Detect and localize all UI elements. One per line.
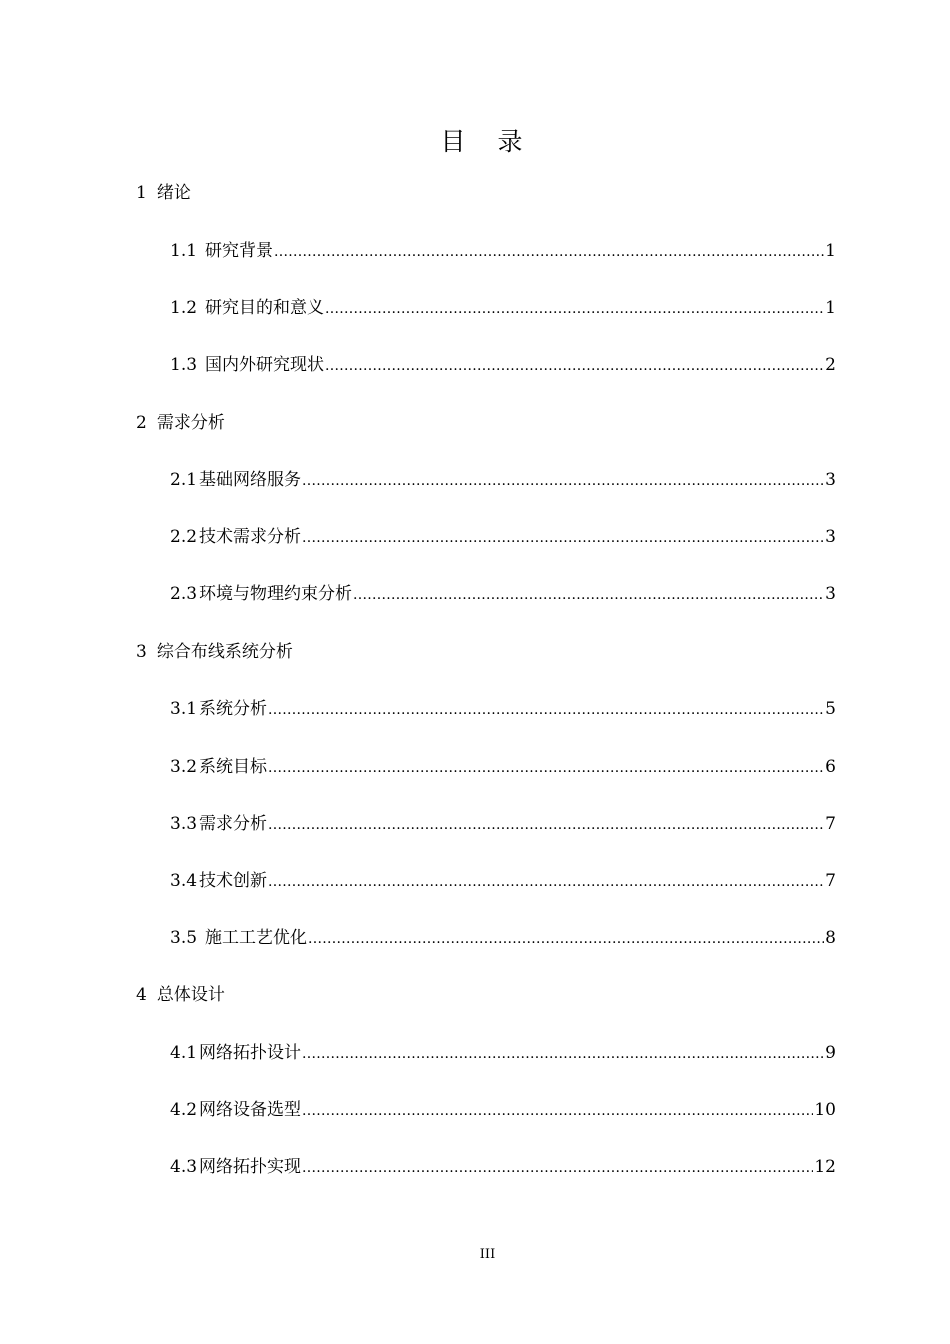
toc-dot-leader [353, 583, 824, 607]
page-footer-number: III [479, 1247, 496, 1262]
toc-section-number: 3.2 [170, 757, 198, 777]
toc-page-number: 6 [825, 757, 836, 777]
toc-section-number: 2.1 [170, 470, 198, 490]
toc-section-number: 4.1 [170, 1043, 198, 1063]
toc-page-number: 2 [825, 355, 836, 375]
toc-section-number: 4.3 [170, 1157, 198, 1177]
toc-section-1-3[interactable] [170, 353, 836, 378]
toc-section-2-3[interactable] [170, 582, 836, 607]
toc-dot-leader [308, 927, 824, 951]
toc-page-number: 1 [825, 241, 836, 261]
toc-section-label: 网络拓扑设计 [199, 1043, 302, 1063]
toc-section-label: 系统分析 [199, 699, 268, 719]
toc-section-3-4[interactable] [170, 869, 836, 894]
toc-section-label: 国内外研究现状 [205, 355, 325, 375]
toc-section-1-2[interactable] [170, 296, 836, 321]
toc-section-3-3[interactable] [170, 812, 836, 837]
toc-section-2-1[interactable] [170, 468, 836, 493]
toc-section-label: 网络设备选型 [199, 1100, 302, 1120]
toc-section-label: 研究背景 [205, 241, 274, 261]
toc-section-3-1[interactable] [170, 697, 836, 722]
toc-dot-leader [302, 1042, 824, 1066]
toc-dot-leader [302, 469, 824, 493]
toc-section-label: 网络拓扑实现 [199, 1157, 302, 1177]
toc-page-number: 12 [814, 1157, 836, 1177]
toc-section-number: 3.1 [170, 699, 198, 719]
toc-section-label: 环境与物理约束分析 [199, 584, 353, 604]
toc-dot-leader [268, 813, 824, 837]
toc-chapter-number: 2 [136, 413, 147, 433]
toc-section-label: 施工工艺优化 [205, 928, 308, 948]
toc-section-4-2[interactable] [170, 1098, 836, 1123]
toc-chapter-label: 总体设计 [156, 985, 225, 1005]
toc-page-number: 7 [825, 814, 836, 834]
toc-page-number: 3 [825, 584, 836, 604]
toc-chapter-4[interactable] [136, 983, 836, 1007]
toc-section-number: 1.2 [170, 298, 198, 318]
toc-section-number: 1.1 [170, 241, 198, 261]
toc-section-label: 技术需求分析 [199, 527, 302, 547]
toc-section-label: 需求分析 [199, 814, 268, 834]
toc-section-number: 3.3 [170, 814, 198, 834]
toc-chapter-3[interactable] [136, 640, 836, 664]
toc-page-number: 3 [825, 470, 836, 490]
toc-section-2-2[interactable] [170, 525, 836, 550]
toc-dot-leader [302, 1099, 813, 1123]
toc-chapter-label: 绪论 [156, 183, 191, 203]
toc-chapter-number: 3 [136, 642, 147, 662]
toc-section-number: 1.3 [170, 355, 198, 375]
toc-dot-leader [325, 297, 824, 321]
toc-section-4-1[interactable] [170, 1041, 836, 1066]
toc-chapter-label: 综合布线系统分析 [156, 642, 293, 662]
toc-dot-leader [302, 526, 824, 550]
toc-section-number: 3.4 [170, 871, 198, 891]
toc-chapter-1[interactable] [136, 181, 836, 205]
toc-chapter-number: 1 [136, 183, 147, 203]
toc-dot-leader [325, 354, 824, 378]
toc-page-number: 8 [825, 928, 836, 948]
toc-dot-leader [274, 240, 824, 264]
toc-dot-leader [302, 1156, 813, 1180]
toc-section-number: 2.3 [170, 584, 198, 604]
toc-section-number: 4.2 [170, 1100, 198, 1120]
toc-section-label: 研究目的和意义 [205, 298, 325, 318]
toc-chapter-label: 需求分析 [156, 413, 225, 433]
toc-page-number: 10 [814, 1100, 836, 1120]
toc-section-1-1[interactable] [170, 239, 836, 264]
toc-section-label: 技术创新 [199, 871, 268, 891]
toc-chapter-number: 4 [136, 985, 147, 1005]
toc-page-number: 3 [825, 527, 836, 547]
toc-section-number: 2.2 [170, 527, 198, 547]
toc-page-number: 5 [825, 699, 836, 719]
toc-section-number: 3.5 [170, 928, 198, 948]
toc-page-number: 1 [825, 298, 836, 318]
toc-dot-leader [268, 698, 824, 722]
toc-section-label: 基础网络服务 [199, 470, 302, 490]
toc-page-number: 7 [825, 871, 836, 891]
toc-page-number: 9 [825, 1043, 836, 1063]
toc-section-4-3[interactable] [170, 1155, 836, 1180]
toc-chapter-2[interactable] [136, 411, 836, 435]
toc-dot-leader [268, 756, 824, 780]
toc-section-label: 系统目标 [199, 757, 268, 777]
page-title: 目 录 [440, 127, 535, 156]
toc-section-3-5[interactable] [170, 926, 836, 951]
toc-dot-leader [268, 870, 824, 894]
toc-section-3-2[interactable] [170, 755, 836, 780]
